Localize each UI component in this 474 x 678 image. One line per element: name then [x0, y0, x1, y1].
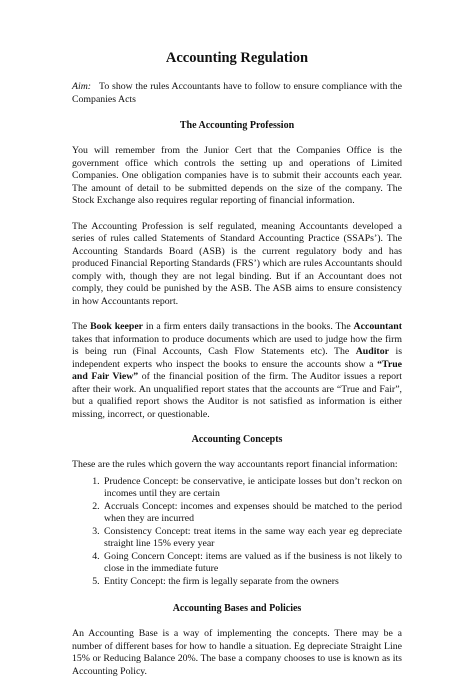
- aim-label: Aim:: [72, 81, 92, 92]
- section-heading-bases-policies: Accounting Bases and Policies: [172, 603, 302, 614]
- section-heading-accounting-concepts: Accounting Concepts: [191, 434, 283, 445]
- book-keeper-term: Book keeper: [90, 321, 144, 332]
- concepts-intro: These are the rules which govern the way accountants report financial information:: [72, 459, 398, 470]
- roles-text-5: of the financial position of the firm. The Auditor issues a report after their work. An unqualified report states that the accounts are “True and Fair”, but a qualified report shows the Auditor is not satisfied as information is either missing, incorrect, or questionable.: [72, 371, 402, 420]
- paragraph-self-regulation: The Accounting Profession is self regulated, meaning Accountants developed a series of rules called Statements of Standard Accounting Practice (SSAPs’). The Accounting Standards Board (ASB) is the current regulatory body and has produced Financial Reporting Standards (FRS’) which are rules Accountants should comply with, though they are not legal binding. But if an Accountant does not comply, they could be punished by the ASB. The ASB aims to ensure consistency in how Accountants report.: [72, 220, 402, 307]
- list-item: 4. Going Concern Concept: items are valued as if the business is not likely to close in the immediate future: [102, 551, 402, 576]
- paragraph-accounting-base: An Accounting Base is a way of implementing the concepts. There may be a number of different bases for how to handle a situation. Eg depreciate Straight Line 15% or Reducing Balance 20%. The base a company chooses to use is known as its Accounting Policy.: [72, 628, 402, 677]
- roles-text-1: The: [72, 321, 91, 332]
- roles-text-4: is independent experts who inspect the books to ensure the accounts show a: [72, 346, 403, 370]
- true-fair-view-term: “True and Fair View”: [72, 358, 402, 382]
- list-item: 2. Accruals Concept: incomes and expenses should be matched to the period when they are incurred: [102, 501, 402, 526]
- list-item: 1. Prudence Concept: be conservative, ie anticipate losses but don’t reckon on incomes until they are certain: [102, 476, 402, 501]
- auditor-term: Auditor: [355, 346, 389, 357]
- paragraph-roles: [72, 321, 402, 421]
- list-item: 5. Entity Concept: the firm is legally separate from the owners: [102, 576, 402, 589]
- concepts-list: [72, 476, 402, 589]
- paragraph-companies-office: You will remember from the Junior Cert that the Companies Office is the government office which controls the setting up and operations of Limited Companies. One obligation companies have is to submit their accounts each year. The amount of detail to be submitted depends on the size of the company. The Stock Exchange also requires regular reporting of financial information.: [72, 145, 402, 206]
- aim-paragraph: [72, 81, 402, 106]
- page-title: Accounting Regulation: [165, 50, 309, 66]
- roles-text-3: takes that information to produce documents which are used to judge how the firm is being run (Final Accounts, Cash Flow Statements etc). The: [72, 333, 402, 357]
- list-item: 3. Consistency Concept: treat items in the same way each year eg depreciate straight line 15% every year: [102, 526, 402, 551]
- accountant-term: Accountant: [353, 321, 402, 332]
- roles-text-2: in a firm enters daily transactions in the books. The: [143, 321, 354, 332]
- section-heading-accounting-profession: The Accounting Profession: [179, 120, 295, 131]
- aim-text: To show the rules Accountants have to follow to ensure compliance with the Companies Acts: [72, 81, 402, 105]
